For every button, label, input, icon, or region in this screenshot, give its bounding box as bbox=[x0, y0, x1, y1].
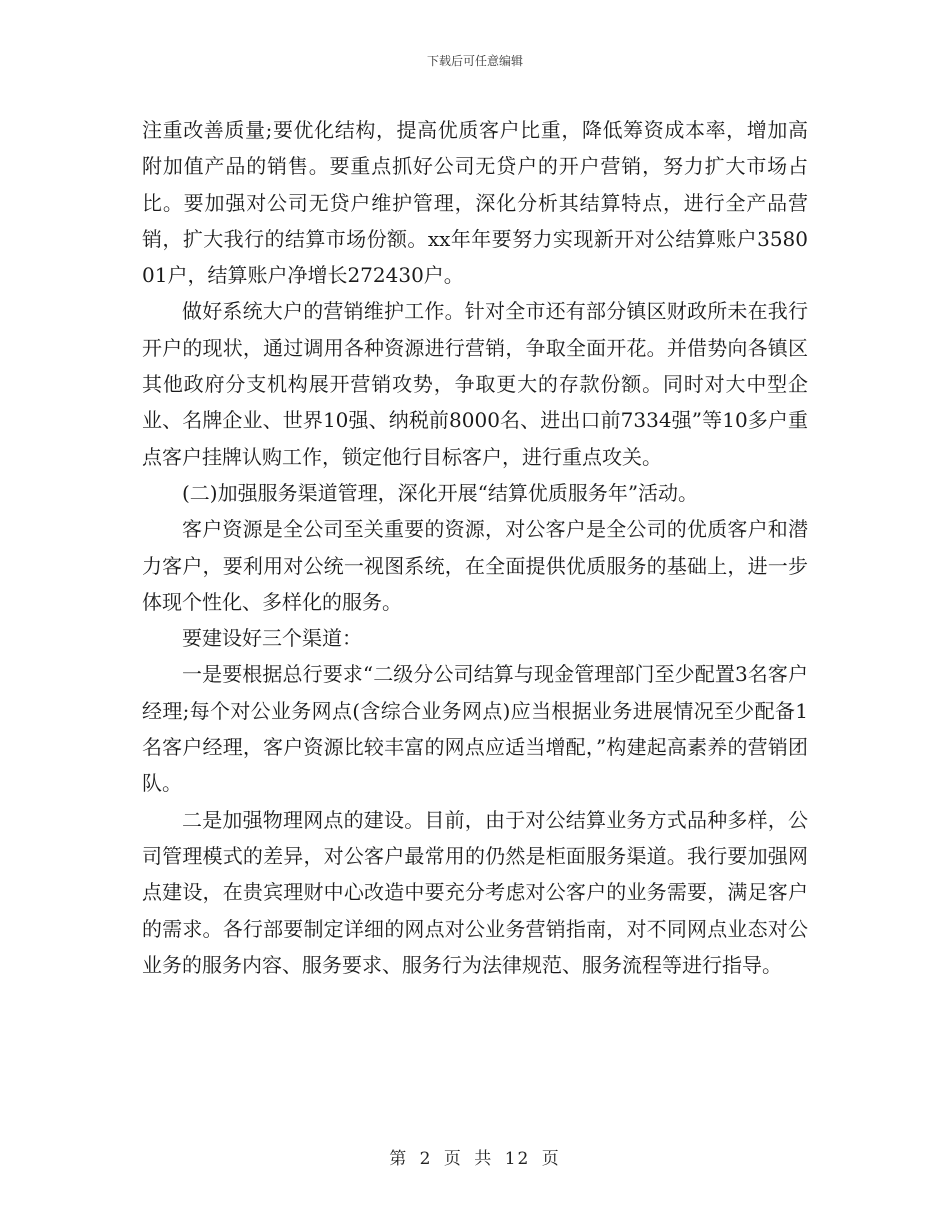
page-number-footer: 第 2 页 共 12 页 bbox=[389, 1149, 561, 1169]
paragraph-channel-two: 二是加强物理网点的建设。目前，由于对公结算业务方式品种多样，公司管理模式的差异，对公客户最常用的仍然是柜面服务渠道。我行要加强网点建设，在贵宾理财中心改造中要充分考虑对公客户的业务需要，满足客户的需求。各行部要制定详细的网点对公业务营销指南，对不同网点业态对公业务的服务内容、服务要求、服务行为法律规范、服务流程等进行指导。 bbox=[142, 807, 808, 977]
document-body bbox=[142, 112, 808, 983]
paragraph-three-channels: 要建设好三个渠道： bbox=[182, 626, 362, 651]
paragraph-client-resources: 客户资源是全公司至关重要的资源，对公客户是全公司的优质客户和潜力客户，要利用对公统一视图系统，在全面提供优质服务的基础上，进一步体现个性化、多样化的服务。 bbox=[142, 517, 808, 614]
paragraph-channel-one: 一是要根据总行要求“二级分公司结算与现金管理部门至少配置3名客户经理;每个对公业务网点(含综合业务网点)应当根据业务进展情况至少配备1名客户经理，客户资源比较丰富的网点应适当增配，”构建起高素养的营销团队。 bbox=[142, 662, 808, 796]
paragraph-continuation: 注重改善质量;要优化结构，提高优质客户比重，降低筹资成本率，增加高附加值产品的销售。要重点抓好公司无贷户的开户营销，努力扩大市场占比。要加强对公司无贷户维护管理，深化分析其结算特点，进行全产品营销，扩大我行的结算市场份额。xx年年要努力实现新开对公结算账户358001户，结算账户净增长272430户。 bbox=[142, 118, 808, 288]
section-heading: (二)加强服务渠道管理，深化开展“结算优质服务年”活动。 bbox=[182, 480, 699, 505]
paragraph-system-clients: 做好系统大户的营销维护工作。针对全市还有部分镇区财政所未在我行开户的现状，通过调用各种资源进行营销，争取全面开花。并借势向各镇区其他政府分支机构展开营销攻势，争取更大的存款份额。同时对大中型企业、名牌企业、世界10强、纳税前8000名、进出口前7334强”等10多户重点客户挂牌认购工作，锁定他行目标客户，进行重点攻关。 bbox=[142, 299, 808, 469]
page-header: 下载后可任意编辑 bbox=[426, 54, 523, 68]
